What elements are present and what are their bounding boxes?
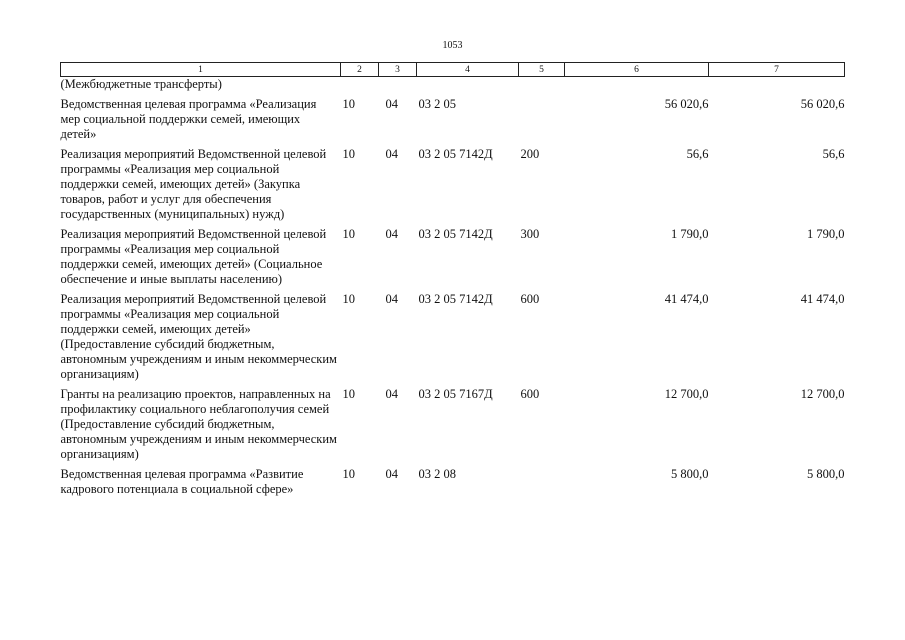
table-row: [61, 97, 845, 147]
column-header-2: 2: [341, 63, 379, 77]
table-row: [61, 292, 845, 387]
row-subsection-code: [379, 77, 417, 98]
row-amount-2: 5 800,0: [807, 467, 845, 481]
budget-table: [60, 62, 845, 502]
row-subsection-code: 04: [385, 147, 398, 161]
column-header-3: 3: [379, 63, 417, 77]
row-target-article-code: 03 2 05: [418, 97, 456, 111]
row-name: Гранты на реализацию проектов, направленных на профилактику социального неблагополучия семей (Предоставление субсидий бюджетным, автономным учреждениям и иным некоммерческим организациям): [60, 387, 337, 461]
table-row: [61, 77, 845, 98]
row-name: Ведомственная целевая программа «Реализация мер социальной поддержки семей, имеющих детей»: [60, 97, 317, 141]
row-section-code: [341, 77, 379, 98]
row-expense-type-code: 300: [520, 227, 540, 241]
row-expense-type-code: 600: [520, 387, 540, 401]
row-section-code: 10: [342, 227, 355, 241]
column-header-1: 1: [61, 63, 341, 77]
row-amount-1: 5 800,0: [671, 467, 709, 481]
row-subsection-code: 04: [385, 292, 398, 306]
row-section-code: 10: [342, 292, 355, 306]
table-row: [61, 387, 845, 467]
row-name: Реализация мероприятий Ведомственной целевой программы «Реализация мер социальной поддержки семей, имеющих детей» (Предоставление субсидий бюджетным, автономным учреждениям и иным некоммерческим организациям): [60, 292, 337, 381]
row-target-article-code: 03 2 05 7167Д: [418, 387, 493, 401]
row-expense-type-code: 200: [520, 147, 540, 161]
row-amount-2: 56,6: [822, 147, 845, 161]
column-header-6: 6: [565, 63, 709, 77]
row-target-article-code: 03 2 05 7142Д: [418, 227, 493, 241]
row-subsection-code: 04: [385, 467, 398, 481]
row-section-code: 10: [342, 97, 355, 111]
row-target-article-code: 03 2 05 7142Д: [418, 147, 493, 161]
row-amount-1: 12 700,0: [664, 387, 709, 401]
row-amount-2: [709, 77, 845, 98]
row-section-code: 10: [342, 147, 355, 161]
row-amount-2: 56 020,6: [800, 97, 845, 111]
row-name: Реализация мероприятий Ведомственной целевой программы «Реализация мер социальной поддержки семей, имеющих детей» (Социальное обеспечение и иные выплаты населению): [60, 227, 327, 286]
row-name: Реализация мероприятий Ведомственной целевой программы «Реализация мер социальной поддержки семей, имеющих детей» (Закупка товаров, работ и услуг для обеспечения государственных (муниципальных) нужд): [60, 147, 327, 221]
column-number-row: [61, 63, 845, 77]
row-expense-type-code: [519, 97, 565, 147]
table-row: [61, 227, 845, 292]
row-amount-2: 41 474,0: [800, 292, 845, 306]
row-subsection-code: 04: [385, 97, 398, 111]
row-amount-1: 56,6: [686, 147, 709, 161]
row-section-code: 10: [342, 467, 355, 481]
table-body: [61, 77, 845, 503]
row-amount-1: 41 474,0: [664, 292, 709, 306]
row-name: Ведомственная целевая программа «Развитие кадрового потенциала в социальной сфере»: [60, 467, 304, 496]
row-amount-1: [565, 77, 709, 98]
column-header-4: 4: [417, 63, 519, 77]
row-section-code: 10: [342, 387, 355, 401]
row-target-article-code: 03 2 05 7142Д: [418, 292, 493, 306]
column-header-7: 7: [709, 63, 845, 77]
row-expense-type-code: [519, 77, 565, 98]
row-target-article-code: 03 2 08: [418, 467, 456, 481]
row-expense-type-code: 600: [520, 292, 540, 306]
table-row: [61, 147, 845, 227]
row-expense-type-code: [519, 467, 565, 502]
row-amount-2: 12 700,0: [800, 387, 845, 401]
row-amount-1: 56 020,6: [664, 97, 709, 111]
page-number: 1053: [442, 40, 463, 51]
column-header-5: 5: [519, 63, 565, 77]
row-name: (Межбюджетные трансферты): [60, 77, 222, 91]
row-amount-2: 1 790,0: [807, 227, 845, 241]
row-subsection-code: 04: [385, 227, 398, 241]
row-target-article-code: [417, 77, 519, 98]
row-amount-1: 1 790,0: [671, 227, 709, 241]
table-row: [61, 467, 845, 502]
row-subsection-code: 04: [385, 387, 398, 401]
